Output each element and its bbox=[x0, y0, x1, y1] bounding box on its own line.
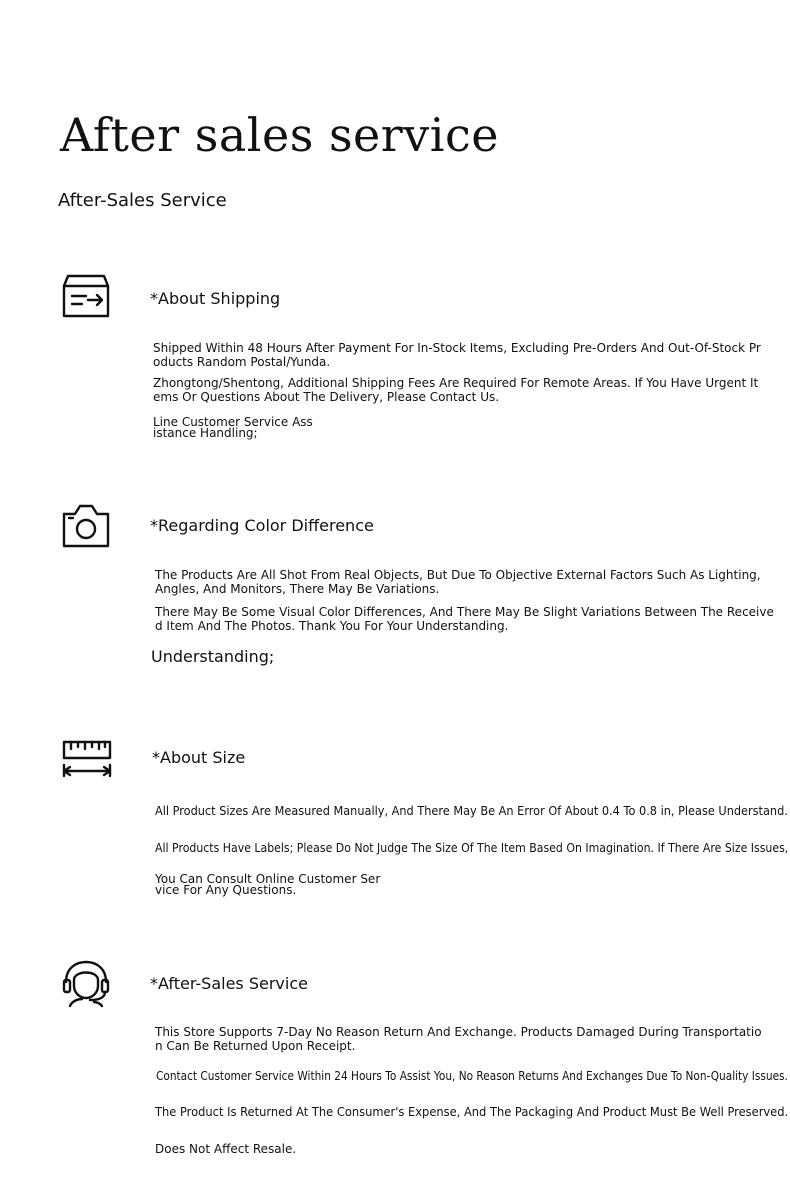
customer-service-headset-icon bbox=[60, 958, 112, 1010]
after-sales-text-line: Does Not Affect Resale. bbox=[155, 1142, 297, 1156]
after-sales-text-line: The Product Is Returned At The Consumer's Expense, And The Packaging And Product Must Be Well Preserved. bbox=[155, 1105, 789, 1119]
size-text-line: All Products Have Labels; Please Do Not Judge The Size Of The Item Based On Imagination. If There Are Size Issues, bbox=[155, 841, 789, 855]
color-text-line: There May Be Some Visual Color Differences, And There May Be Slight Variations Between The Receive bbox=[155, 605, 774, 619]
after-sales-text-line: n Can Be Returned Upon Receipt. bbox=[155, 1039, 356, 1053]
shipping-text-line: ems Or Questions About The Delivery, Please Contact Us. bbox=[153, 390, 500, 404]
camera-icon bbox=[60, 500, 112, 552]
ruler-icon bbox=[60, 734, 112, 786]
shipping-text-line: oducts Random Postal/Yunda. bbox=[153, 355, 331, 369]
section-heading-shipping: *About Shipping bbox=[150, 289, 281, 308]
shipping-text-line: istance Handling; bbox=[153, 426, 258, 440]
page-title: After sales service bbox=[60, 108, 499, 162]
shipping-text-line: Zhongtong/Shentong, Additional Shipping Fees Are Required For Remote Areas. If You Have Urgent It bbox=[153, 376, 759, 390]
color-text-line: Angles, And Monitors, There May Be Variations. bbox=[155, 582, 440, 596]
shipping-box-icon bbox=[60, 270, 112, 322]
page-subtitle: After-Sales Service bbox=[58, 190, 227, 211]
size-text-line: vice For Any Questions. bbox=[155, 883, 297, 897]
section-heading-color: *Regarding Color Difference bbox=[150, 516, 374, 535]
after-sales-text-line: Contact Customer Service Within 24 Hours To Assist You, No Reason Returns And Exchanges Due To Non-Quality Issues. bbox=[156, 1069, 788, 1083]
after-sales-text-line: This Store Supports 7-Day No Reason Return And Exchange. Products Damaged During Transportatio bbox=[155, 1025, 762, 1039]
section-heading-after-sales: *After-Sales Service bbox=[150, 974, 308, 993]
color-text-line: The Products Are All Shot From Real Objects, But Due To Objective External Factors Such As Lighting, bbox=[155, 568, 761, 582]
section-heading-size: *About Size bbox=[152, 748, 246, 767]
color-text-line: d Item And The Photos. Thank You For Your Understanding. bbox=[155, 619, 509, 633]
color-extra-text: Understanding; bbox=[151, 647, 275, 666]
shipping-text-line: Line Customer Service Ass bbox=[153, 415, 313, 429]
shipping-text-line: Shipped Within 48 Hours After Payment For In-Stock Items, Excluding Pre-Orders And Out-Of-Stock Pr bbox=[153, 341, 761, 355]
size-text-line: You Can Consult Online Customer Ser bbox=[155, 872, 381, 886]
size-text-line: All Product Sizes Are Measured Manually, And There May Be An Error Of About 0.4 To 0.8 in, Please Understand. bbox=[155, 804, 788, 818]
